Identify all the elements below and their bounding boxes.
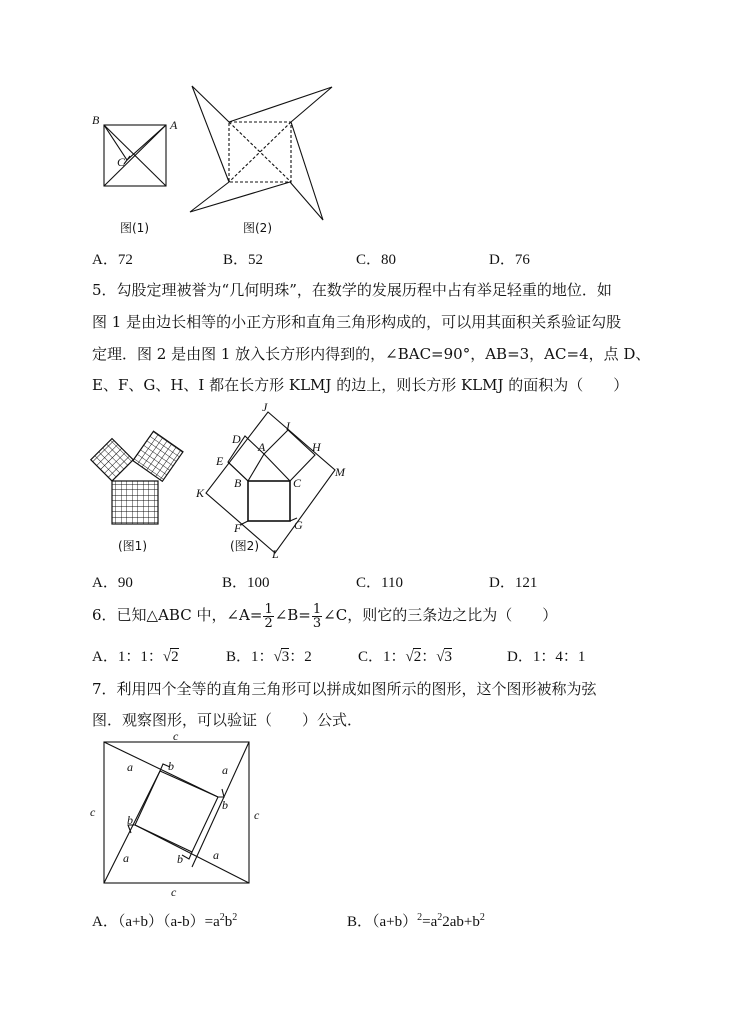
q6-opt-a-prefix: A．1：1： xyxy=(92,649,163,665)
q5-fig2-label-e: E xyxy=(216,454,224,468)
q7-stem-line-2: 图．观察图形，可以验证（ ）公式． xyxy=(92,711,363,729)
q6-stem-mid: ∠B= xyxy=(274,606,311,624)
q7-label-c-top: c xyxy=(173,729,179,743)
q6-frac1-num: 1 xyxy=(264,601,273,617)
q6-stem-prefix: 6．已知△ABC 中，∠A= xyxy=(92,606,263,624)
q5-fig2-label-g: G xyxy=(294,518,303,532)
q6-stem-suffix: ∠C，则它的三条边之比为（ ） xyxy=(323,606,558,624)
q5-fig2-label-f: F xyxy=(234,521,242,535)
q6-opt-c-sep: ： xyxy=(421,649,437,665)
q4-fig1-label-a: A xyxy=(170,118,178,132)
q5-fig2-label-l: L xyxy=(272,547,279,561)
q5-stem-line-3: 定理．图 2 是由图 1 放入长方形内得到的，∠BAC=90°，AB=3，AC=4，点 D、 xyxy=(92,345,651,363)
sqrt-icon: √ xyxy=(405,649,414,665)
q5-fig1-caption: (图1) xyxy=(118,539,147,553)
q6-opt-c-root-2: 3 xyxy=(444,649,452,665)
q5-option-b[interactable]: B．100 xyxy=(222,575,270,591)
q6-frac1-den: 2 xyxy=(264,615,273,631)
q6-option-d[interactable]: D．1：4：1 xyxy=(507,649,586,665)
q5-option-d[interactable]: D．121 xyxy=(489,575,538,591)
q7-opt-b-mid-2: 2ab+b xyxy=(442,914,480,930)
q6-opt-c-root-1: 2 xyxy=(413,649,422,665)
q5-fig2-label-c: C xyxy=(293,476,302,490)
q6-opt-c-prefix: C．1： xyxy=(358,649,406,665)
q7-opt-b-text: B．（a+b） xyxy=(347,914,418,930)
q7-opt-a-text: A．（a+b）（a-b）=a xyxy=(92,914,220,930)
sqrt-icon: √ xyxy=(162,649,172,665)
q5-stem-line-1: 5．勾股定理被誉为“几何明珠”，在数学的发展历程中占有举足轻重的地位．如 xyxy=(92,281,612,299)
q7-label-c-bottom: c xyxy=(171,885,177,899)
q4-option-c[interactable]: C．80 xyxy=(356,252,397,268)
q5-fig2-label-b: B xyxy=(234,476,242,490)
q7-label-b-3: b xyxy=(127,813,133,827)
q7-label-a-1: a xyxy=(127,760,133,774)
q7-opt-b-mid: =a xyxy=(422,914,438,930)
q7-stem-line-1: 7．利用四个全等的直角三角形可以拼成如图所示的图形，这个图形被称为弦 xyxy=(92,680,597,698)
sqrt-icon: √ xyxy=(436,649,445,665)
q7-opt-b-exp-2: 2 xyxy=(437,912,443,923)
q6-opt-b-prefix: B．1： xyxy=(226,649,274,665)
q5-fig2-label-i: I xyxy=(286,419,290,433)
q4-fig2-caption: 图(2) xyxy=(243,221,272,235)
q7-option-b[interactable] xyxy=(347,910,485,931)
q4-option-b[interactable]: B．52 xyxy=(223,252,264,268)
q5-option-c[interactable]: C．110 xyxy=(356,575,403,591)
q7-option-a[interactable] xyxy=(92,910,237,931)
q5-fig2-label-h: H xyxy=(312,440,321,454)
q5-fig2-label-k: K xyxy=(196,486,205,500)
q5-stem-line-4: E、F、G、H、I 都在长方形 KLMJ 的边上，则长方形 KLMJ 的面积为（ ） xyxy=(92,376,629,394)
q7-opt-a-mid: b xyxy=(224,914,233,930)
q6-frac2-den: 3 xyxy=(312,615,322,631)
q5-option-a[interactable]: A．90 xyxy=(92,575,133,591)
q4-option-a[interactable]: A．72 xyxy=(92,252,133,268)
sqrt-icon: √ xyxy=(273,649,282,665)
q7-label-a-3: a xyxy=(123,851,129,865)
q6-opt-b-root: 3 xyxy=(281,649,290,665)
q4-fig1-label-c: C xyxy=(117,155,126,169)
q5-fig2-caption: (图2) xyxy=(230,539,259,553)
q6-opt-b-suffix: ：2 xyxy=(289,649,312,665)
q5-fig2-label-a: A xyxy=(258,440,266,454)
q5-fig2-label-j: J xyxy=(262,400,268,414)
q7-label-a-4: a xyxy=(213,848,219,862)
q7-opt-a-exp-2: 2 xyxy=(232,912,238,923)
q4-option-d[interactable]: D．76 xyxy=(489,252,530,268)
q6-frac2-num: 1 xyxy=(312,601,322,617)
q7-label-b-4: b xyxy=(177,852,183,866)
q7-opt-a-exp-1: 2 xyxy=(219,912,225,923)
q7-label-b-1: b xyxy=(168,759,174,773)
q7-label-c-left: c xyxy=(90,805,96,819)
q5-stem-line-2: 图 1 是由边长相等的小正方形和直角三角形构成的，可以用其面积关系验证勾股 xyxy=(92,313,622,331)
q7-opt-b-exp-3: 2 xyxy=(479,912,485,923)
q5-fig2-label-d: D xyxy=(232,432,241,446)
q7-opt-b-exp-1: 2 xyxy=(417,912,423,923)
q6-opt-a-root: 2 xyxy=(171,649,179,665)
q5-fig2-label-m: M xyxy=(335,465,345,479)
q7-label-c-right: c xyxy=(254,808,260,822)
q4-fig1-label-b: B xyxy=(92,113,100,127)
q7-label-a-2: a xyxy=(222,763,228,777)
q7-label-b-2: b xyxy=(222,798,228,812)
q4-fig1-caption: 图(1) xyxy=(120,221,149,235)
